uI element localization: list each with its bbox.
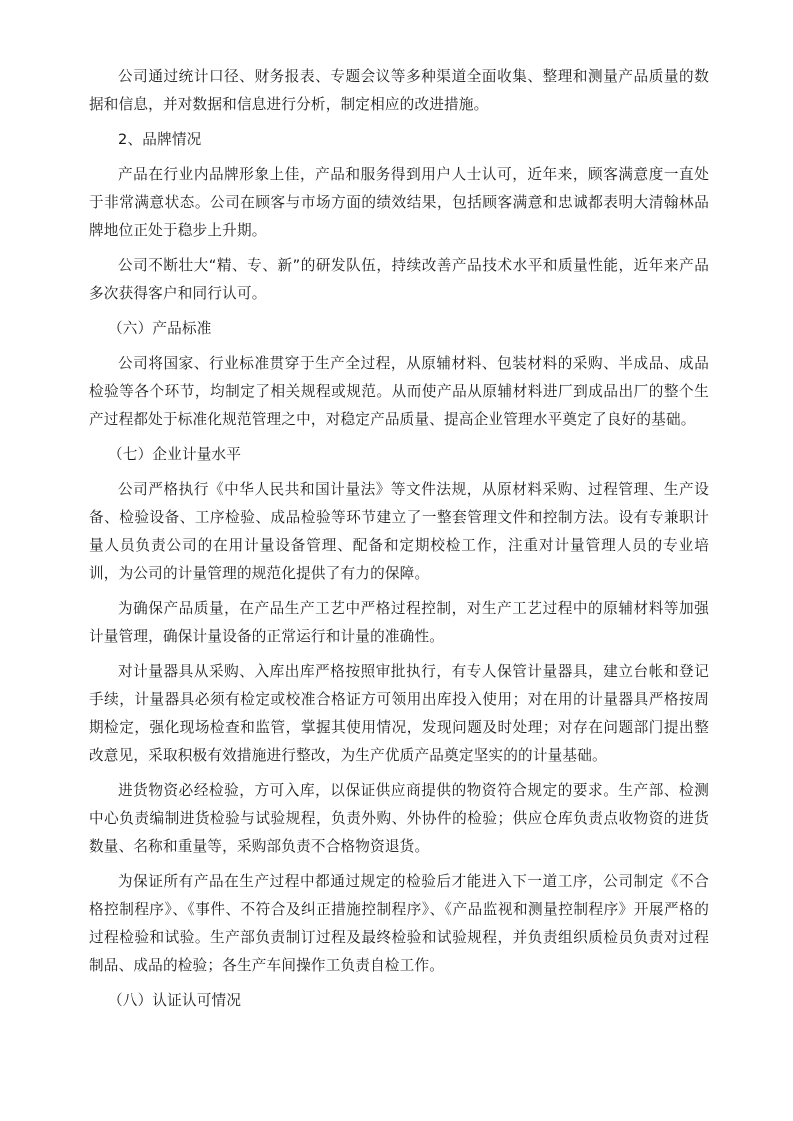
section-heading-metrology: （七）企业计量水平 <box>108 446 242 463</box>
paragraph-measuring-instruments: 对计量器具从采购、入库出库严格按照审批执行，有专人保管计量器具，建立台帐和登记手续，计量器具必须有检定或校准合格证方可领用出库投入使用；对在用的计量器具严格按周期检定，强化现场检查和监管，掌握其使用情况，发现问题及时处理；对存在问题部门提出整改意见，采取积极有效措施进行整改，为生产优质产品奠定坚实的的计量基础。 <box>89 663 709 764</box>
paragraph-quality-data: 公司通过统计口径、财务报表、专题会议等多种渠道全面收集、整理和测量产品质量的数据和信息，并对数据和信息进行分析，制定相应的改进措施。 <box>89 68 709 113</box>
paragraph-process-inspection: 为保证所有产品在生产过程中都通过规定的检验后才能进入下一道工序，公司制定《不合格控制程序》、《事件、不符合及纠正措施控制程序》、《产品监视和测量控制程序》开展严格的过程检验和试验。生产部负责制订过程及最终检验和试验规程，并负责组织质检员负责对过程制品、成品的检验；各生产车间操作工负责自检工作。 <box>89 873 709 974</box>
paragraph-rd-team: 公司不断壮大“精、专、新”的研发队伍，持续改善产品技术水平和质量性能，近年来产品多次获得客户和同行认可。 <box>89 257 709 302</box>
section-heading-product-standard: （六）产品标准 <box>108 320 212 337</box>
section-heading-certification: （八）认证认可情况 <box>108 992 242 1009</box>
paragraph-product-standard: 公司将国家、行业标准贯穿于生产全过程，从原辅材料、包装材料的采购、半成品、成品检验等各个环节，均制定了相关规程或规范。从而使产品从原辅材料进厂到成品出厂的整个生产过程都处于标准化规范管理之中，对稳定产品质量、提高企业管理水平奠定了良好的基础。 <box>89 355 709 428</box>
document-page <box>89 63 709 1022</box>
paragraph-metrology-law: 公司严格执行《中华人民共和国计量法》等文件法规，从原材料采购、过程管理、生产设备、检验设备、工序检验、成品检验等环节建立了一整套管理文件和控制方法。设有专兼职计量人员负责公司的在用计量设备管理、配备和定期校检工作，注重对计量管理人员的专业培训，为公司的计量管理的规范化提供了有力的保障。 <box>89 481 709 582</box>
paragraph-brand-image: 产品在行业内品牌形象上佳，产品和服务得到用户人士认可，近年来，顾客满意度一直处于非常满意状态。公司在顾客与市场方面的绩效结果，包括顾客满意和忠诚都表明大清翰林品牌地位正处于稳步上升期。 <box>89 166 709 239</box>
paragraph-incoming-inspection: 进货物资必经检验，方可入库，以保证供应商提供的物资符合规定的要求。生产部、检测中心负责编制进货检验与试验规程，负责外购、外协件的检验；供应仓库负责点收物资的进货数量、名称和重量等，采购部负责不合格物资退货。 <box>89 782 709 855</box>
paragraph-process-control: 为确保产品质量，在产品生产工艺中严格过程控制，对生产工艺过程中的原辅材料等加强计量管理，确保计量设备的正常运行和计量的准确性。 <box>89 600 709 645</box>
subheading-brand: 2、品牌情况 <box>118 131 202 148</box>
